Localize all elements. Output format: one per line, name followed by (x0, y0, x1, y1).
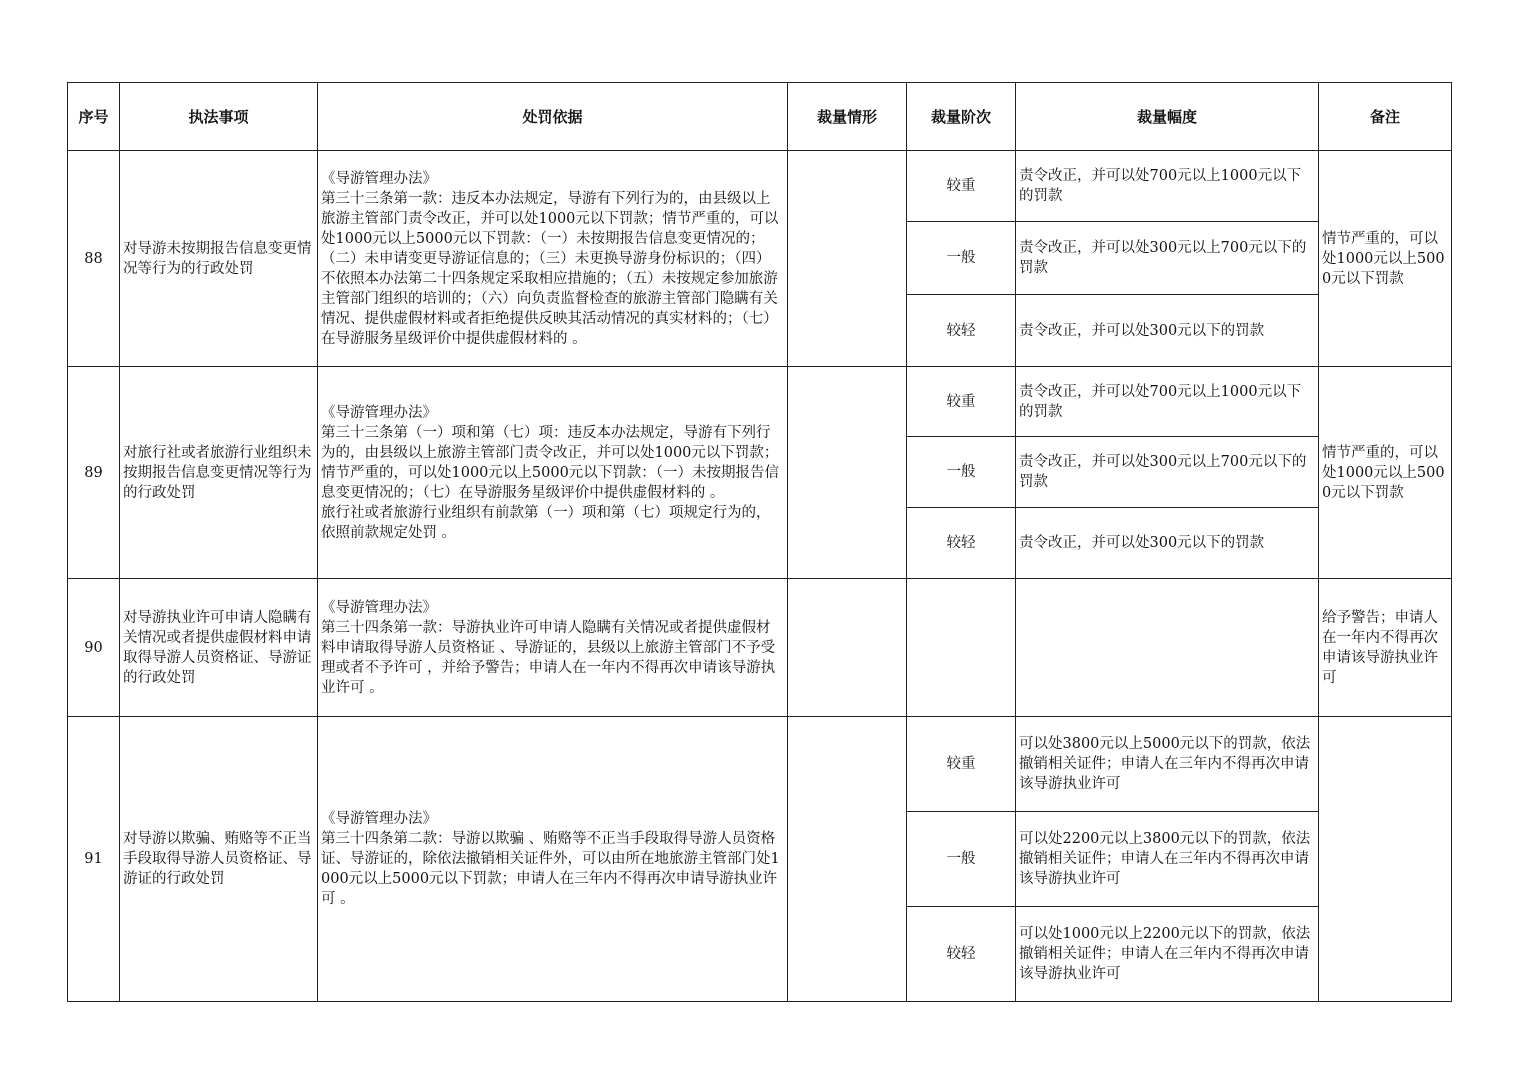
row-no: 89 (68, 367, 120, 579)
level-cell (907, 579, 1016, 717)
row-note: 给予警告；申请人在一年内不得再次申请该导游执业许可 (1319, 579, 1452, 717)
row-note: 情节严重的，可以处1000元以上5000元以下罚款 (1319, 151, 1452, 367)
range-cell: 可以处3800元以上5000元以下的罚款，依法撤销相关证件；申请人在三年内不得再次申请该导游执业许可 (1016, 717, 1319, 812)
basis-line: 第三十四条第二款：导游以欺骗 、贿赂等不正当手段取得导游人员资格证、导游证的，除依法撤销相关证件外，可以由所在地旅游主管部门处1000元以上5000元以下罚款；申请人在三年内不得再次申请导游执业许可 。 (321, 831, 780, 907)
basis-line: 《导游管理办法》 (321, 404, 437, 421)
row-situation (788, 717, 907, 1002)
level-cell: 较轻 (907, 907, 1016, 1002)
range-cell: 可以处2200元以上3800元以下的罚款，依法撤销相关证件；申请人在三年内不得再次申请该导游执业许可 (1016, 812, 1319, 907)
range-cell: 责令改正，并可以处300元以上700元以下的罚款 (1016, 437, 1319, 508)
table-row (68, 151, 1452, 222)
basis-line: 第三十四条第一款：导游执业许可申请人隐瞒有关情况或者提供虚假材料申请取得导游人员资格证 、导游证的，县级以上旅游主管部门不予受理或者不予许可 ，并给予警告；申请人在一年内不得再次申请该导游执业许可 。 (321, 619, 776, 696)
level-cell: 较重 (907, 717, 1016, 812)
basis-line: 《导游管理办法》 (321, 170, 437, 187)
basis-line: 第三十三条第（一）项和第（七）项：违反本办法规定，导游有下列行为的，由县级以上旅游主管部门责令改正，并可以处1000元以下罚款；情节严重的，可以处1000元以上5000元以下罚款：（一）未按期报告信息变更情况的；（七）在导游服务星级评价中提供虚假材料的 。 (321, 424, 780, 501)
range-cell: 责令改正，并可以处700元以上1000元以下的罚款 (1016, 151, 1319, 222)
discretion-table (67, 82, 1452, 1002)
header-no: 序号 (68, 83, 120, 151)
level-cell: 一般 (907, 437, 1016, 508)
basis-line: 第三十三条第一款：违反本办法规定，导游有下列行为的，由县级以上旅游主管部门责令改正，并可以处1000元以下罚款；情节严重的，可以处1000元以上5000元以下罚款：（一）未按期报告信息变更情况的；（二）未申请变更导游证信息的；（三）未更换导游身份标识的；（四）不依照本办法第二十四条规定采取相应措施的；（五）未按规定参加旅游主管部门组织的培训的；（六）向负责监督检查的旅游主管部门隐瞒有关情况、提供虚假材料或者拒绝提供反映其活动情况的真实材料的；（七）在导游服务星级评价中提供虚假材料的 。 (321, 190, 779, 347)
level-cell: 较轻 (907, 508, 1016, 579)
header-level: 裁量阶次 (907, 83, 1016, 151)
header-row (68, 83, 1452, 151)
row-item: 对导游以欺骗、贿赂等不正当手段取得导游人员资格证、导游证的行政处罚 (120, 717, 318, 1002)
level-cell: 一般 (907, 812, 1016, 907)
row-note: 情节严重的，可以处1000元以上5000元以下罚款 (1319, 367, 1452, 579)
level-cell: 较轻 (907, 295, 1016, 367)
table-row (68, 717, 1452, 812)
row-item: 对导游未按期报告信息变更情况等行为的行政处罚 (120, 151, 318, 367)
row-item: 对旅行社或者旅游行业组织未按期报告信息变更情况等行为的行政处罚 (120, 367, 318, 579)
basis-line: 《导游管理办法》 (321, 811, 437, 827)
row-basis (318, 579, 788, 717)
header-basis: 处罚依据 (318, 83, 788, 151)
header-note: 备注 (1319, 83, 1452, 151)
header-range: 裁量幅度 (1016, 83, 1319, 151)
row-note (1319, 717, 1452, 1002)
basis-line: 《导游管理办法》 (321, 599, 437, 616)
row-basis (318, 367, 788, 579)
row-situation (788, 151, 907, 367)
range-cell (1016, 579, 1319, 717)
level-cell: 较重 (907, 367, 1016, 437)
header-situation: 裁量情形 (788, 83, 907, 151)
row-basis (318, 717, 788, 1002)
level-cell: 一般 (907, 222, 1016, 295)
range-cell: 责令改正，并可以处300元以下的罚款 (1016, 508, 1319, 579)
range-cell: 责令改正，并可以处300元以上700元以下的罚款 (1016, 222, 1319, 295)
range-cell: 可以处1000元以上2200元以下的罚款，依法撤销相关证件；申请人在三年内不得再次申请该导游执业许可 (1016, 907, 1319, 1002)
row-no: 90 (68, 579, 120, 717)
table-row (68, 579, 1452, 717)
table-row (68, 367, 1452, 437)
range-cell: 责令改正，并可以处700元以上1000元以下的罚款 (1016, 367, 1319, 437)
row-no: 91 (68, 717, 120, 1002)
row-item: 对导游执业许可申请人隐瞒有关情况或者提供虚假材料申请取得导游人员资格证、导游证的行政处罚 (120, 579, 318, 717)
row-situation (788, 367, 907, 579)
row-no: 88 (68, 151, 120, 367)
row-situation (788, 579, 907, 717)
range-cell: 责令改正，并可以处300元以下的罚款 (1016, 295, 1319, 367)
level-cell: 较重 (907, 151, 1016, 222)
header-item: 执法事项 (120, 83, 318, 151)
row-basis (318, 151, 788, 367)
basis-line: 旅行社或者旅游行业组织有前款第（一）项和第（七）项规定行为的，依照前款规定处罚 。 (321, 504, 771, 541)
